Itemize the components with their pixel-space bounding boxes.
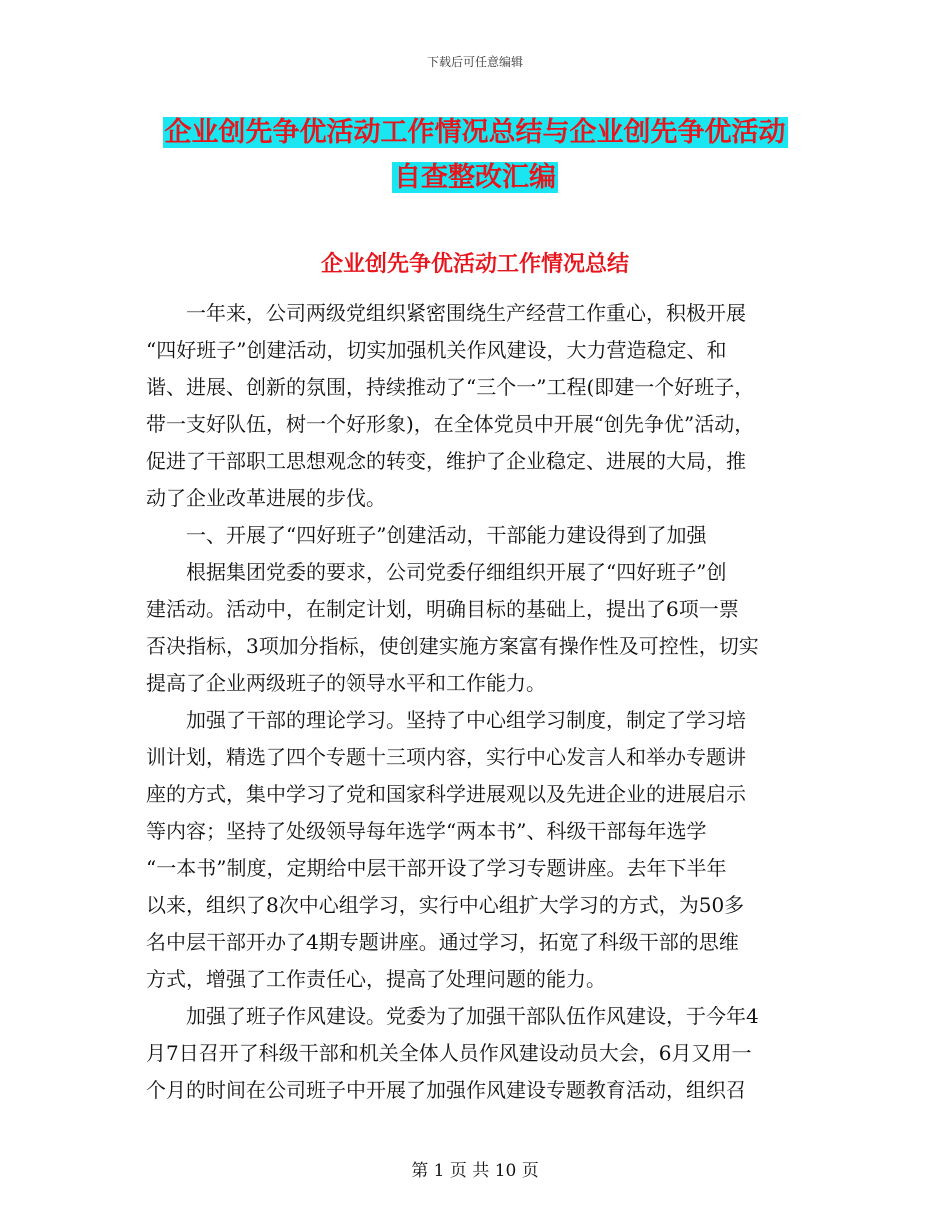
document-title-line-1: 企业创先争优活动工作情况总结与企业创先争优活动 xyxy=(164,117,786,148)
section-title: 企业创先争优活动工作情况总结 xyxy=(320,252,629,277)
text-line: 以来，组织了8次中心组学习，实行中心组扩大学习的方式，为50多 xyxy=(146,893,745,917)
text-line: 月7日召开了科级干部和机关全体人员作风建设动员大会，6月又用一 xyxy=(146,1041,752,1065)
text-line: 根据集团党委的要求，公司党委仔细组织开展了“四好班子”创 xyxy=(186,560,727,584)
text-line: 座的方式，集中学习了党和国家科学进展观以及先进企业的进展启示 xyxy=(146,782,746,806)
text-line: 训计划，精选了四个专题十三项内容，实行中心发言人和举办专题讲 xyxy=(146,745,746,769)
body-text xyxy=(146,295,816,1109)
text-line: 等内容；坚持了处级领导每年选学“两本书”、科级干部每年选学 xyxy=(146,819,707,843)
text-line: 谐、进展、创新的氛围，持续推动了“三个一”工程(即建一个好班子， xyxy=(146,375,755,399)
text-line: 建活动。活动中，在制定计划，明确目标的基础上，提出了6项一票 xyxy=(146,597,739,621)
text-line: 加强了干部的理论学习。坚持了中心组学习制度，制定了学习培 xyxy=(186,708,746,732)
text-line: 个月的时间在公司班子中开展了加强作风建设专题教育活动，组织召 xyxy=(146,1078,746,1102)
text-line: 名中层干部开办了4期专题讲座。通过学习，拓宽了科级干部的思维 xyxy=(146,930,739,954)
text-line: 一、开展了“四好班子”创建活动，干部能力建设得到了加强 xyxy=(186,523,707,547)
text-line: 否决指标，3项加分指标，使创建实施方案富有操作性及可控性，切实 xyxy=(146,634,759,658)
text-line: 促进了干部职工思想观念的转变，维护了企业稳定、进展的大局，推 xyxy=(146,449,746,473)
text-line: 方式，增强了工作责任心，提高了处理问题的能力。 xyxy=(146,967,606,991)
text-line: “一本书”制度，定期给中层干部开设了学习专题讲座。去年下半年 xyxy=(146,856,727,880)
text-line: 提高了企业两级班子的领导水平和工作能力。 xyxy=(146,671,546,695)
text-line: 一年来，公司两级党组织紧密围绕生产经营工作重心，积极开展 xyxy=(186,301,746,325)
text-line: 动了企业改革进展的步伐。 xyxy=(146,486,386,510)
document-title xyxy=(0,110,950,200)
page-footer: 第 1 页 共 10 页 xyxy=(411,1161,539,1181)
text-line: 带一支好队伍，树一个好形象)，在全体党员中开展“创先争优”活动， xyxy=(146,412,755,436)
document-title-line-2: 自查整改汇编 xyxy=(394,162,556,193)
header-note: 下载后可任意编辑 xyxy=(426,55,523,69)
text-line: “四好班子”创建活动，切实加强机关作风建设，大力营造稳定、和 xyxy=(146,338,727,362)
text-line: 加强了班子作风建设。党委为了加强干部队伍作风建设，于今年4 xyxy=(186,1004,759,1028)
